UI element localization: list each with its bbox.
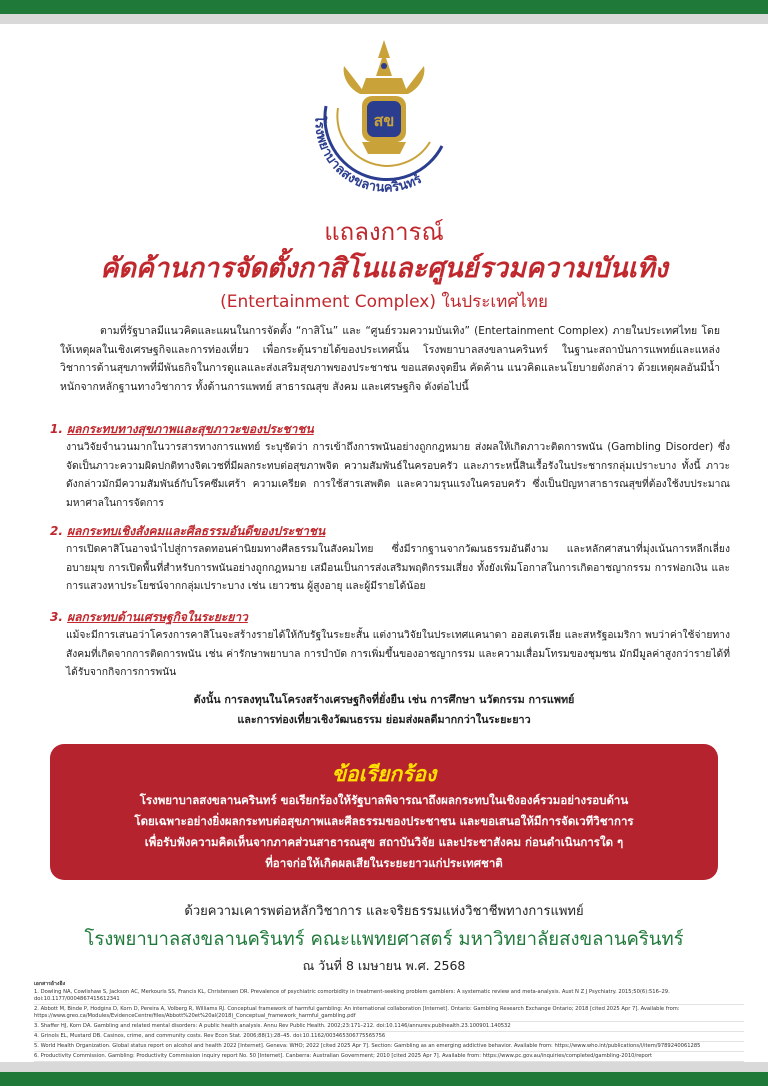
- conclusion-line-1: ดังนั้น การลงทุนในโครงสร้างเศรษฐกิจที่ยั่งยืน เช่น การศึกษา นวัตกรรม การแพทย์: [193, 693, 575, 706]
- demand-line: โดยเฉพาะอย่างยิ่งผลกระทบต่อสุขภาพและศีลธรรมของประชาชน และขอเสนอให้มีการจัดเวทีวิชาการ: [134, 814, 634, 828]
- section-2-title: ผลกระทบเชิงสังคมและศีลธรรมอันดีของประชาชน: [67, 524, 326, 538]
- demand-line: เพื่อรับฟังความคิดเห็นจากภาคส่วนสาธารณสุข สถาบันวิจัย และประชาสังคม ก่อนดำเนินการใด ๆ: [144, 835, 624, 849]
- demand-line: ที่อาจก่อให้เกิดผลเสียในระยะยาวแก่ประเทศชาติ: [265, 856, 503, 870]
- signature-organization: โรงพยาบาลสงขลานครินทร์ คณะแพทยศาสตร์ มหาวิทยาลัยสงขลานครินทร์: [84, 929, 684, 950]
- statement-date: ณ วันที่ 8 เมษายน พ.ศ. 2568: [302, 958, 466, 973]
- demand-line: โรงพยาบาลสงขลานครินทร์ ขอเรียกร้องให้รัฐบาลพิจารณาถึงผลกระทบในเชิงองค์รวมอย่างรอบด้าน: [139, 793, 629, 807]
- section-2-heading: [50, 522, 730, 541]
- section-1-title: ผลกระทบทางสุขภาพและสุขภาวะของประชาชน: [67, 422, 314, 436]
- reference-item: 2. Abbott M, Binde P, Hodgins D, Korn D, Pereira A, Volberg R, Williams RJ. Conceptual framework of harmful gambling: An international collaboration [Internet]. Ontario: Gambling Research Exchange Ontario; 2018 [cited 2025 Apr 7]. Available from: https://www.greo.ca/Modules/EvidenceCentre/files/Abbott%20et%20al(2018)_Conceptual_framework_harmful_gambling.pdf: [34, 1005, 744, 1022]
- section-2-number: 2.: [50, 524, 63, 538]
- closing-respect-line: ด้วยความเคารพต่อหลักวิชาการ และจริยธรรมแห่งวิชาชีพทางการแพทย์: [184, 904, 584, 919]
- hospital-seal-logo: [304, 36, 464, 204]
- demand-body: [70, 790, 698, 874]
- reference-item: 1. Dowling NA, Cowlishaw S, Jackson AC, Merkouris SS, Francis KL, Christensen DR. Prevalence of psychiatric comorbidity in treatment-seeking problem gamblers: A systematic review and meta-analysis. Aust N Z J Psychiatry. 2015;50(6):516–29. doi:10.1177/0004867415612341: [34, 988, 744, 1005]
- section-1-body: งานวิจัยจำนวนมากในวารสารทางการแพทย์ ระบุชัดว่า การเข้าถึงการพนันอย่างถูกกฎหมาย ส่งผลให้เกิดภาวะติดการพนัน (Gambling Disorder) ซึ่งจัดเป็นภาวะความผิดปกติทางจิตเวชที่มีผลกระทบต่อสุขภาพจิต ความสัมพันธ์ในครอบครัว และภาระหนี้สินเรื้อรังในประชากรกลุ่มเปราะบาง ทั้งนี้ ภาวะดังกล่าวมักมีความสัมพันธ์กับโรคซึมเศร้า ความเครียด การใช้สารเสพติด และความรุนแรงในครอบครัว ซึ่งเป็นปัญหาสาธารณสุขที่ต้องใช้งบประมาณมหาศาลในการจัดการ: [66, 441, 730, 509]
- svg-text:โรงพยาบาลสงขลานครินทร์: โรงพยาบาลสงขลานครินทร์: [311, 114, 425, 196]
- statement-subheadline: (Entertainment Complex) ในประเทศไทย: [220, 292, 548, 312]
- section-3-title: ผลกระทบด้านเศรษฐกิจในระยะยาว: [67, 610, 248, 624]
- reference-item: 4. Grinols EL, Mustard DB. Casinos, crime, and community costs. Rev Econ Stat. 2006;88(1):28–45. doi:10.1162/003465306775565756: [34, 1032, 744, 1042]
- demand-title: ข้อเรียกร้อง: [331, 762, 437, 786]
- reference-item: 5. World Health Organization. Global status report on alcohol and health 2022 [Internet]. Geneva: WHO; 2022 [cited 2025 Apr 7]. Section: Gambling as an emerging addictive behavior. Available from: https://www.who.int/publications/i/item/9789240061285: [34, 1042, 744, 1052]
- references-heading: เอกสารอ้างอิง: [34, 981, 66, 987]
- top-green-band: [0, 0, 768, 14]
- statement-title: แถลงการณ์: [324, 218, 444, 246]
- intro-paragraph: ตามที่รัฐบาลมีแนวคิดและแผนในการจัดตั้ง “กาสิโน” และ “ศูนย์รวมความบันเทิง” (Entertainment Complex) ภายในประเทศไทย โดยให้เหตุผลในเชิงเศรษฐกิจและการท่องเที่ยว เพื่อกระตุ้นรายได้ของประเทศนั้น โรงพยาบาลสงขลานครินทร์ ในฐานะสถาบันการแพทย์และแหล่งวิชาการด้านสุขภาพที่มีพันธกิจในการดูแลและส่งเสริมสุขภาพของประชาชน ขอแสดงจุดยืน คัดค้าน แนวคิดและนโยบายดังกล่าว ด้วยเหตุผลอันมีน้ำหนักจากหลักฐานทางวิชาการ ทั้งด้านการแพทย์ สาธารณสุข สังคม และเศรษฐกิจ ดังต่อไปนี้: [60, 325, 720, 393]
- section-3-number: 3.: [50, 610, 63, 624]
- svg-text:สข: สข: [373, 111, 395, 130]
- conclusion-line-2: และการท่องเที่ยวเชิงวัฒนธรรม ย่อมส่งผลดีมากกว่าในระยะยาว: [237, 713, 531, 726]
- bottom-gray-band: [0, 1062, 768, 1072]
- statement-headline: คัดค้านการจัดตั้งกาสิโนและศูนย์รวมความบันเทิง: [100, 253, 668, 284]
- section-1-number: 1.: [50, 422, 63, 436]
- references: [34, 981, 744, 1062]
- reference-item: 3. Shaffer HJ, Korn DA. Gambling and related mental disorders: A public health analysis. Annu Rev Public Health. 2002;23:171–212. doi:10.1146/annurev.publhealth.23.100901.140532: [34, 1022, 744, 1032]
- demand-box: [50, 744, 718, 880]
- top-gray-band: [0, 14, 768, 24]
- section-1-heading: [50, 420, 730, 439]
- reference-item: 6. Productivity Commission. Gambling: Productivity Commission inquiry report No. 50 [Internet]. Canberra: Australian Government; 2010 [cited 2025 Apr 7]. Available from: https://www.pc.gov.au/inquiries/completed/gambling-2010/report: [34, 1052, 744, 1062]
- section-3-body: แม้จะมีการเสนอว่าโครงการคาสิโนจะสร้างรายได้ให้กับรัฐในระยะสั้น แต่งานวิจัยในประเทศแคนาดา ออสเตรเลีย และสหรัฐอเมริกา พบว่าค่าใช้จ่ายทางสังคมที่เกิดจากการติดการพนัน เช่น ค่ารักษาพยาบาล การบำบัด การเพิ่มขึ้นของอาชญากรรม และความเสื่อมโทรมของชุมชน มักมีมูลค่าสูงกว่ารายได้ที่ได้รับจากกิจการการพนัน: [66, 629, 730, 678]
- section-2-body: การเปิดคาสิโนอาจนำไปสู่การลดทอนค่านิยมทางศีลธรรมในสังคมไทย ซึ่งมีรากฐานจากวัฒนธรรมอันดีงาม และหลักศาสนาที่มุ่งเน้นการหลีกเลี่ยงอบายมุข การเปิดพื้นที่สำหรับการพนันอย่างถูกกฎหมาย เสมือนเป็นการส่งเสริมพฤติกรรมเสี่ยง ทั้งยังเพิ่มโอกาสในการเกิดอาชญากรรม การฟอกเงิน และการแสวงหาประโยชน์จากกลุ่มเปราะบาง เช่น เยาวชน ผู้สูงอายุ และผู้มีรายได้น้อย: [66, 543, 730, 592]
- section-3-heading: [50, 608, 730, 627]
- bottom-green-band: [0, 1072, 768, 1086]
